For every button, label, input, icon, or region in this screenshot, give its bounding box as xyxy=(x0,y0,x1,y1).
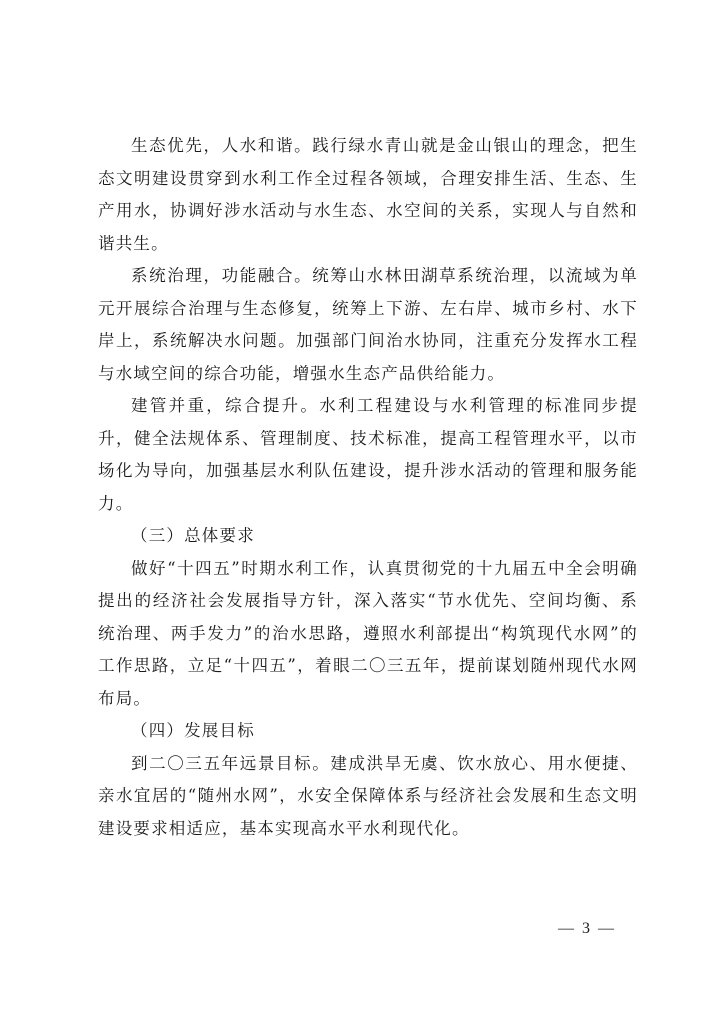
page-number: — 3 — xyxy=(558,920,616,937)
paragraph-overall-requirements: 做好“十四五”时期水利工作，认真贯彻党的十九届五中全会明确提出的经济社会发展指导方针，深入落实“节水优先、空间均衡、系统治理、两手发力”的治水思路，遵照水利部提出“构筑现代水网”的工作思路，立足“十四五”，着眼二〇三五年，提前谋划随州现代水网布局。 xyxy=(98,558,638,708)
section-heading-development-goals: （四）发展目标 xyxy=(131,721,255,740)
paragraph-system-governance: 系统治理，功能融合。统筹山水林田湖草系统治理，以流域为单元开展综合治理与生态修复，统筹上下游、左右岸、城市乡村、水下岸上，系统解决水问题。加强部门间治水协同，注重充分发挥水工程与水域空间的综合功能，增强水生态产品供给能力。 xyxy=(98,266,638,383)
paragraph-construction-management: 建管并重，综合提升。水利工程建设与水利管理的标准同步提升，健全法规体系、管理制度、技术标准，提高工程管理水平，以市场化为导向，加强基层水利队伍建设，提升涉水活动的管理和服务能力。 xyxy=(98,396,638,513)
paragraph-ecology-first: 生态优先，人水和谐。践行绿水青山就是金山银山的理念，把生态文明建设贯穿到水利工作全过程各领域，合理安排生活、生态、生产用水，协调好涉水活动与水生态、水空间的关系，实现人与自然和谐共生。 xyxy=(98,136,638,253)
section-heading-overall-requirements: （三）总体要求 xyxy=(131,526,255,545)
paragraph-development-goals: 到二〇三五年远景目标。建成洪旱无虞、饮水放心、用水便捷、亲水宜居的“随州水网”，水安全保障体系与经济社会发展和生态文明建设要求相适应，基本实现高水平水利现代化。 xyxy=(98,753,638,838)
page-body xyxy=(98,130,638,845)
